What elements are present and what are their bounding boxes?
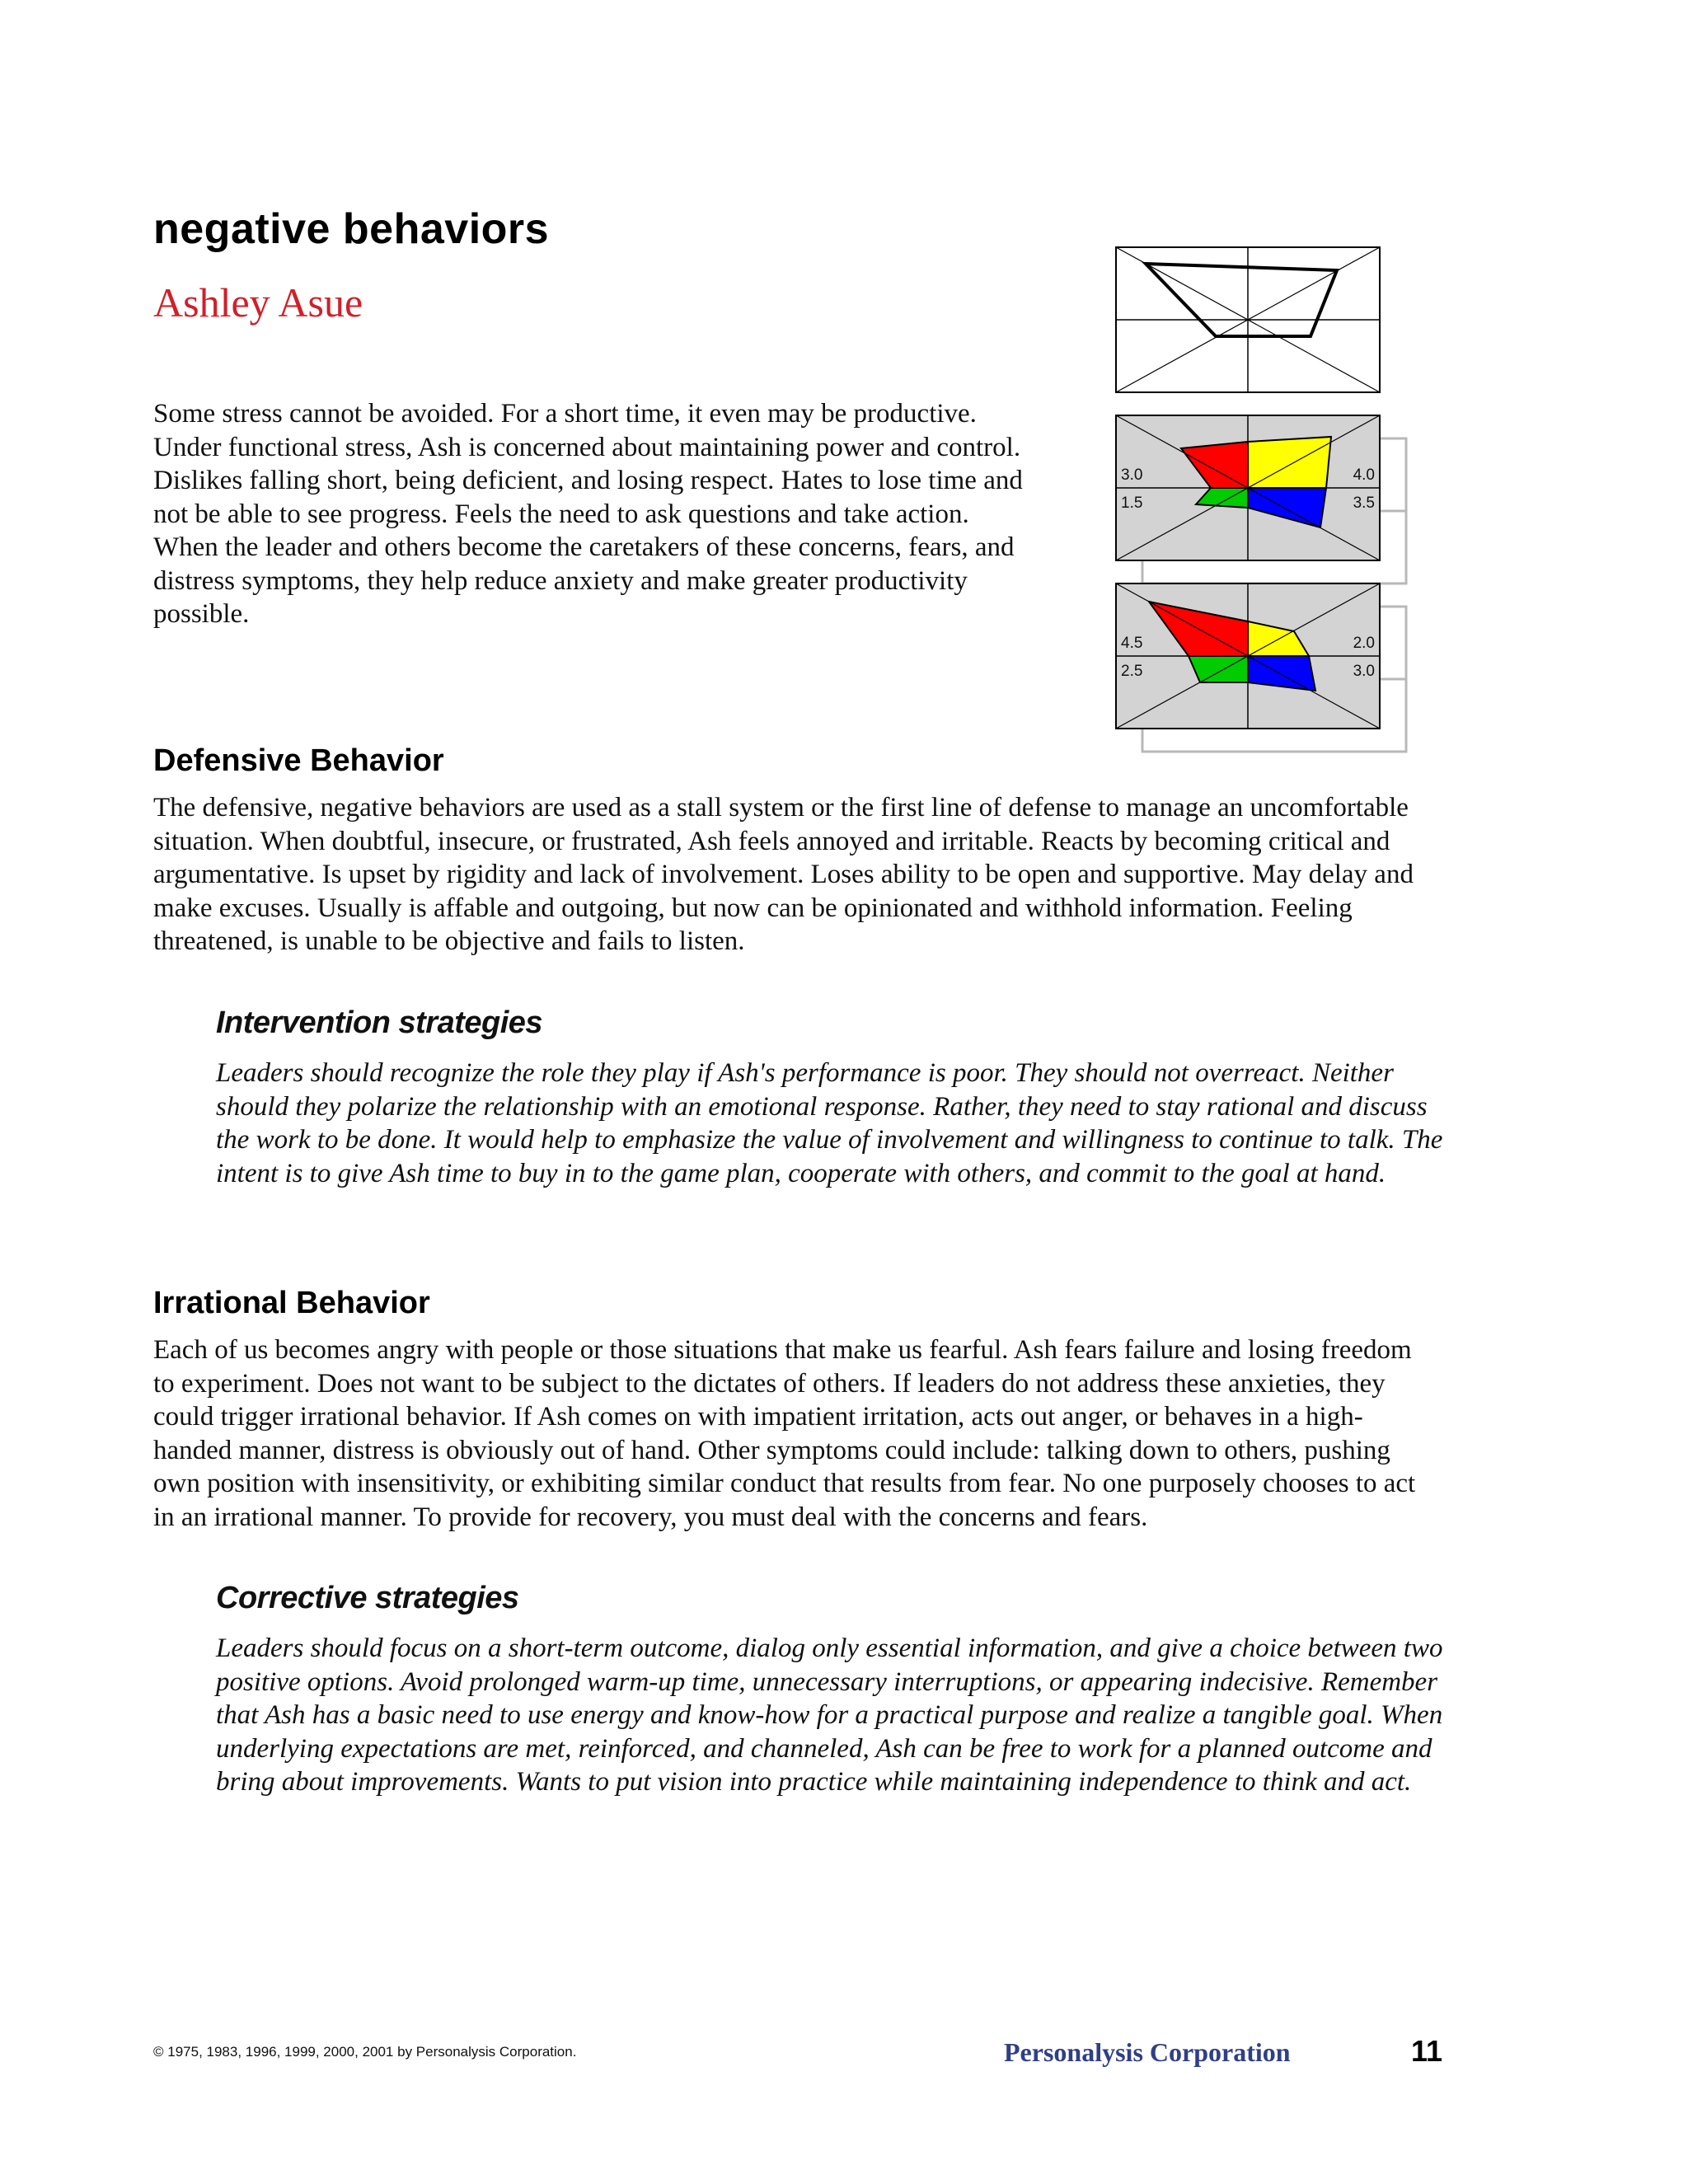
defensive-behavior-heading: Defensive Behavior (153, 743, 444, 778)
copyright-notice: © 1975, 1983, 1996, 1999, 2000, 2001 by Personalysis Corporation. (153, 2044, 577, 2060)
company-name: Personalysis Corporation (1004, 2037, 1291, 2067)
intervention-strategies-heading: Intervention strategies (216, 1005, 543, 1040)
intervention-strategies-paragraph: Leaders should recognize the role they play if Ash's performance is poor. They should not overreact. Neither should they polarize the relationship with an emotional response. Rather, they need to stay rational and discuss the work to be done. It would help to emphasize the value of involvement and willingness to continue to talk. The intent is to give Ash time to buy in to the game plan, cooperate with others, and commit to the goal at hand. (216, 1058, 1443, 1188)
graph-panel-2 (1116, 415, 1380, 560)
intro-paragraph: Some stress cannot be avoided. For a short time, it even may be productive. Under functional stress, Ash is concerned about maintaining power and control. Dislikes falling short, being deficient, and losing respect. Hates to lose time and not be able to see progress. Feels the need to ask questions and take action. When the leader and others become the caretakers of these concerns, fears, and distress symptoms, they help reduce anxiety and make greater productivity possible. (153, 399, 1023, 629)
profile-graphs (1113, 246, 1418, 757)
page-title: negative behaviors (153, 205, 550, 253)
page-number: 11 (1411, 2034, 1443, 2068)
corrective-strategies-heading: Corrective strategies (216, 1581, 519, 1615)
irrational-behavior-heading: Irrational Behavior (153, 1286, 430, 1320)
panel2-top-left-value: 3.0 (1121, 466, 1143, 484)
defensive-behavior-paragraph: The defensive, negative behaviors are used as a stall system or the first line of defense to manage an uncomfortable situation. When doubtful, insecure, or frustrated, Ash feels annoyed and irritable. Reacts by becoming critical and argumentative. Is upset by rigidity and lack of involvement. Loses ability to be open and supportive. May delay and make excuses. Usually is affable and outgoing, but now can be opinionated and withhold information. Feeling threatened, is unable to be objective and fails to listen. (153, 793, 1414, 956)
graph-panel-outline (1116, 247, 1380, 392)
graph-panel-3 (1116, 583, 1380, 729)
panel3-bottom-left-value: 2.5 (1121, 663, 1143, 680)
panel2-bottom-left-value: 1.5 (1121, 494, 1143, 512)
irrational-behavior-paragraph: Each of us becomes angry with people or those situations that make us fearful. Ash fears failure and losing freedom to experiment. Does not want to be subject to the dictates of others. If leaders do not address these anxieties, they could trigger irrational behavior. If Ash comes on with impatient irritation, acts out anger, or behaves in a high-handed manner, distress is obviously out of hand. Other symptoms could include: talking down to others, pushing own position with insensitivity, or exhibiting similar conduct that results from fear. No one purposely chooses to act in an irrational manner. To provide for recovery, you must deal with the concerns and fears. (153, 1335, 1416, 1532)
person-name: Ashley Asue (153, 279, 363, 326)
panel2-top-right-value: 4.0 (1353, 466, 1375, 484)
quadrant-yellow (1248, 437, 1331, 488)
panel3-bottom-right-value: 3.0 (1353, 663, 1375, 680)
corrective-strategies-paragraph: Leaders should focus on a short-term outcome, dialog only essential information, and give a choice between two positive options. Avoid prolonged warm-up time, unnecessary interruptions, or appearing indecisive. Remember that Ash has a basic need to use energy and know-how for a practical purpose and realize a tangible goal. When underlying expectations are met, reinforced, and channeled, Ash can be free to work for a planned outcome and bring about improvements. Wants to put vision into practice while maintaining independence to think and act. (216, 1633, 1443, 1797)
panel3-top-left-value: 4.5 (1121, 635, 1143, 652)
panel3-top-right-value: 2.0 (1353, 635, 1375, 652)
panel2-bottom-right-value: 3.5 (1353, 494, 1375, 512)
